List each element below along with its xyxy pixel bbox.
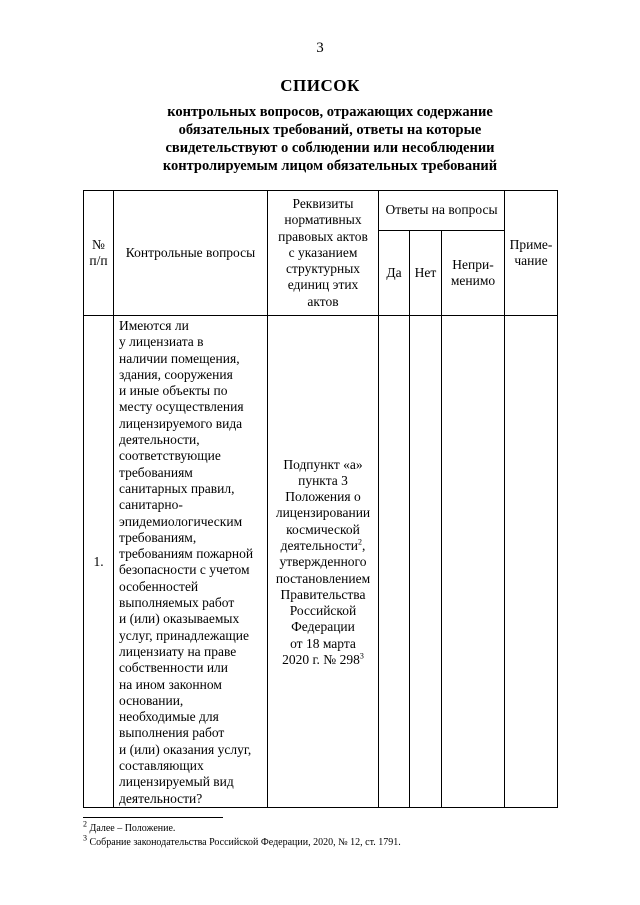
footnotes	[83, 819, 401, 850]
subtitle-line: контрольных вопросов, отражающих содержание	[167, 104, 493, 120]
footnote-divider	[83, 817, 223, 818]
answer-not-applicable-cell[interactable]	[442, 316, 505, 808]
requisites-cell: Подпункт «а» пункта 3 Положения о лицензировании космической деятельности$^2$, утвержденного постановлением Правительства Российской Федерации от 18 марта 2020 г. № $298^3$	[268, 316, 379, 808]
document-title: СПИСОК	[280, 76, 360, 95]
table-row	[84, 316, 558, 808]
subtitle-line: контролируемым лицом обязательных требований	[162, 158, 498, 174]
checklist-table	[83, 190, 558, 808]
page-number: 3	[316, 40, 324, 56]
footnote-ref-3[interactable]: 3	[359, 651, 364, 661]
subtitle-line: свидетельствуют о соблюдении или несоблюдении	[165, 140, 495, 156]
header-questions: Контрольные вопросы	[114, 191, 268, 316]
footnote-2: $^2$ Далее – Положение.	[83, 819, 176, 834]
footnote-3: $^3$ Собрание законодательства Российской Федерации, 2020, № 12, ст. 1791.	[83, 833, 401, 848]
header-note: Приме- чание	[505, 191, 558, 316]
question-cell: Имеются ли у лицензиата в наличии помещения, здания, сооружения и иные объекты по месту осуществления лицензируемого вида деятельности, соответствующие требованиям санитарных правил, санитарно- эпидемиологическим требованиям, требованиям пожарной безопасности с учетом особенностей выполняемых работ и (или) оказываемых услуг, принадлежащие лицензиату на праве собственности или на ином законном основании, необходимые для выполнения работ и (или) оказания услуг, составляющих лицензируемый вид деятельности?	[114, 316, 268, 808]
header-answers: Ответы на вопросы	[379, 191, 505, 231]
header-requisites: Реквизиты нормативных правовых актов с указанием структурных единиц этих актов	[268, 191, 379, 316]
footnote-ref-2[interactable]: 2	[357, 537, 362, 547]
answer-yes-cell[interactable]	[379, 316, 410, 808]
document-subtitle	[120, 103, 540, 175]
header-number: № п/п	[84, 191, 114, 316]
row-number: 1.	[84, 316, 114, 808]
header-yes: Да	[379, 231, 410, 316]
subtitle-line: обязательных требований, ответы на которые	[178, 122, 482, 138]
header-no: Нет	[410, 231, 442, 316]
note-cell[interactable]	[505, 316, 558, 808]
header-not-applicable: Непри- менимо	[442, 231, 505, 316]
answer-no-cell[interactable]	[410, 316, 442, 808]
